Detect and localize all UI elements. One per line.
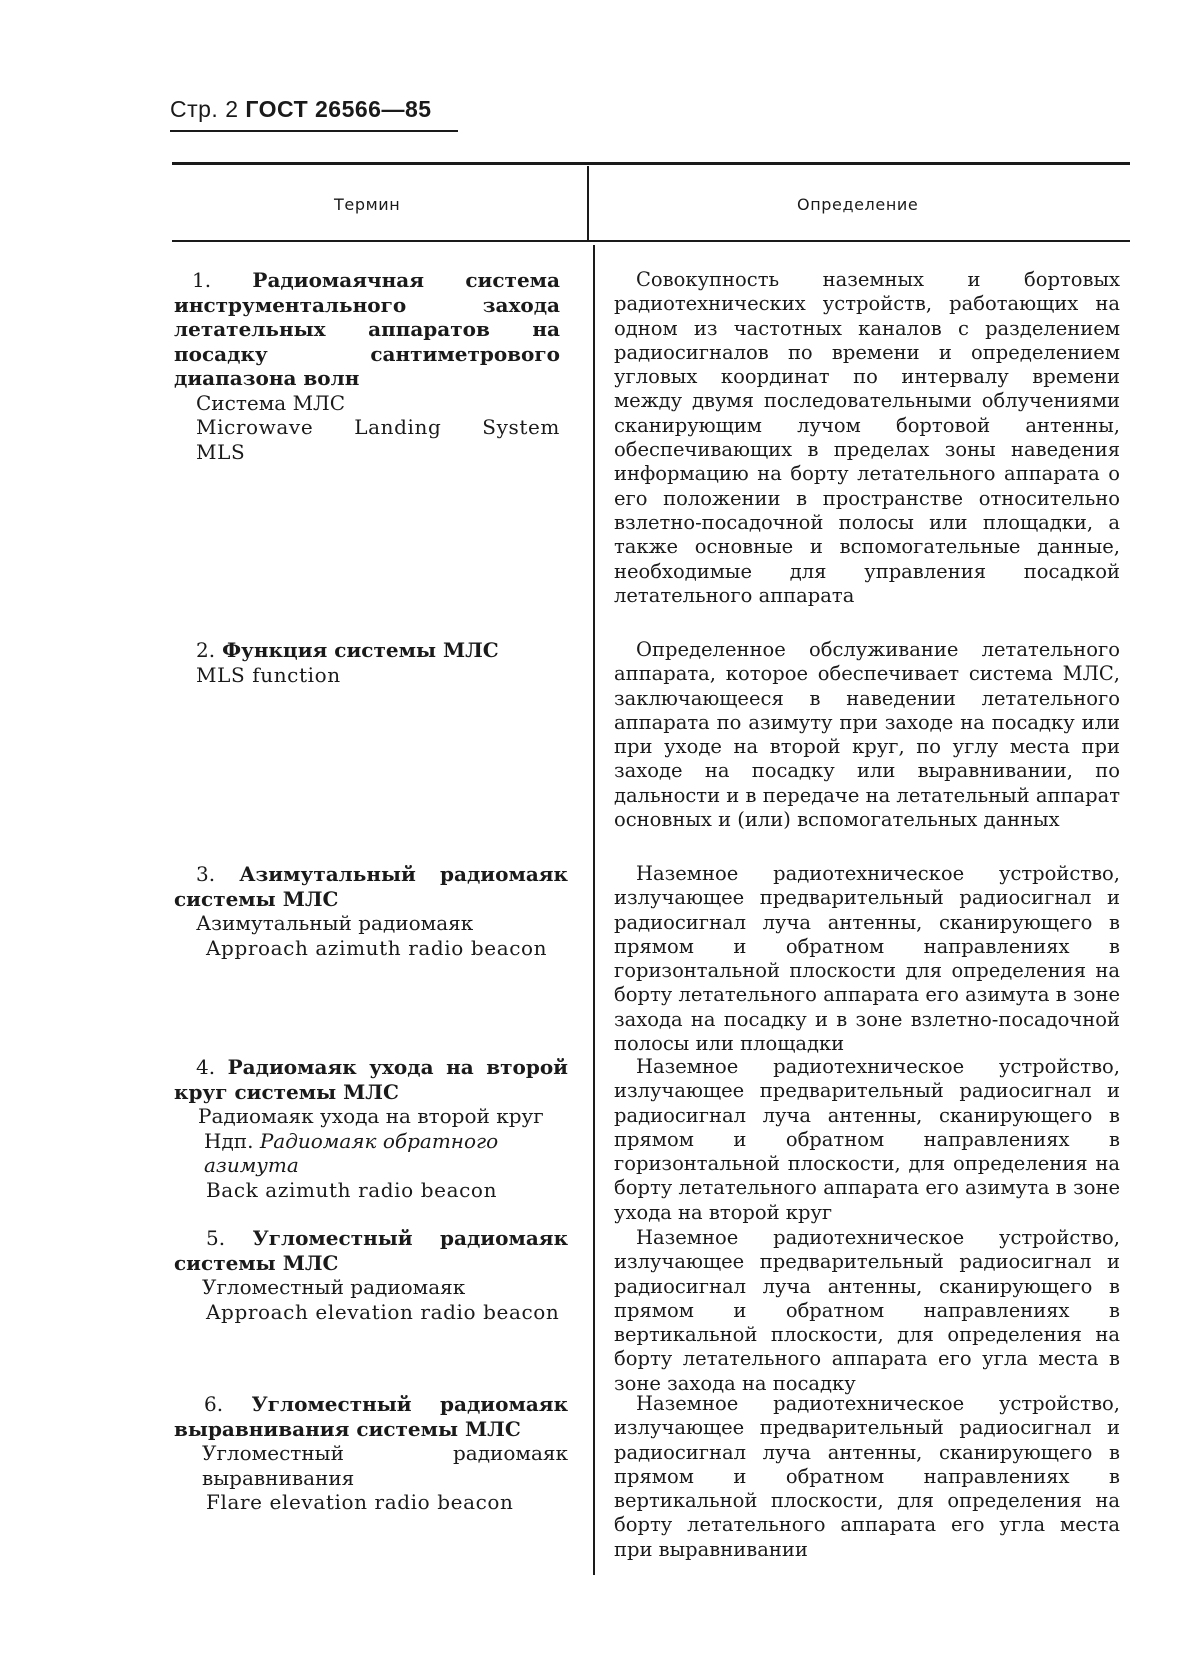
term-title: 5. Угломестный радиомаяк системы МЛС — [174, 1226, 569, 1275]
term-synonym: Азимутальный радиомаяк — [196, 911, 474, 935]
term-english: Approach elevation radio beacon — [206, 1299, 560, 1324]
definition-5: Наземное радиотехническое устройство, излучающее предварительный радиосигнал и радиосигнал луча антенны, сканирующего в прямом и обратном направлениях в вертикальной плоскости, для определения на борту летательного аппарата его угла места в зоне захода на посадку — [614, 1226, 1120, 1395]
term-entry-4 — [174, 1055, 568, 1202]
term-english: Back azimuth radio beacon — [206, 1177, 498, 1202]
term-title: 2. Функция системы МЛС — [196, 638, 499, 662]
term-title: 4. Радиомаяк ухода на второй круг системы МЛС — [174, 1055, 568, 1104]
term-abbreviation: MLS — [196, 439, 246, 464]
term-entry-2 — [174, 638, 574, 687]
term-title: 3. Азимутальный радиомаяк системы МЛС — [174, 862, 569, 911]
term-entry-3 — [174, 862, 568, 960]
term-title: 1. Радиомаячная система инструментального захода летательных аппаратов на посадку сантиметрового диапазона волн — [174, 268, 560, 390]
page-header — [170, 96, 432, 123]
table-header-divider — [587, 166, 589, 240]
table-column-divider — [593, 245, 595, 1575]
term-english: Microwave Landing System — [196, 415, 560, 439]
table-top-rule — [172, 162, 1130, 165]
term-english: MLS function — [196, 662, 341, 687]
term-synonym: Система МЛС — [196, 390, 346, 415]
term-not-recommended: Ндп. Радиомаяк обратного азимута — [204, 1128, 499, 1177]
term-entry-1 — [174, 268, 560, 464]
definition-6: Наземное радиотехническое устройство, излучающее предварительный радиосигнал и радиосигнал луча антенны, сканирующего в прямом и обратном направлениях в вертикальной плоскости, для определения на борту летательного аппарата его угла места при выравнивании — [614, 1392, 1120, 1561]
table-header-rule — [172, 240, 1130, 242]
header-underline — [170, 130, 458, 132]
term-title: 6. Угломестный радиомаяк выравнивания системы МЛС — [174, 1392, 569, 1441]
definition-2: Определенное обслуживание летательного аппарата, которое обеспечивает система МЛС, заключающееся в наведении летательного аппарата по азимуту при заходе на посадку или при уходе на второй круг, по углу места при заходе на посадку или выравнивании, по дальности и в передаче на летательный аппарат основных и (или) вспомогательных данных — [614, 638, 1120, 832]
column-header-definition: Определение — [797, 195, 919, 214]
term-synonym: Радиомаяк ухода на второй круг — [198, 1104, 544, 1128]
column-header-term: Термин — [334, 195, 401, 214]
definition-1: Совокупность наземных и бортовых радиотехнических устройств, работающих на одном из частотных каналов с разделением радиосигналов по времени и определением угловых координат по интервалу времени между двумя последовательными облучениями сканирующим лучом бортовой антенны, обеспечивающих в пределах зоны наведения информацию на борту летательного аппарата о его положении в пространстве относительно взлетно-посадочной полосы или площадки, а также основные и вспомогательные данные, необходимые для управления посадкой летательного аппарата — [614, 268, 1120, 607]
term-synonym: Угломестный радиомаяк выравнивания — [202, 1441, 568, 1490]
term-synonym: Угломестный радиомаяк — [202, 1275, 466, 1299]
term-entry-5 — [174, 1226, 568, 1324]
page-number: Стр. 2 — [170, 96, 239, 122]
definition-4: Наземное радиотехническое устройство, излучающее предварительный радиосигнал и радиосигнал луча антенны, сканирующего в прямом и обратном направлениях в горизонтальной плоскости, для определения на борту летательного аппарата его азимута в зоне ухода на второй круг — [614, 1055, 1120, 1224]
term-english: Flare elevation radio beacon — [206, 1490, 514, 1514]
term-entry-6 — [174, 1392, 568, 1515]
term-english: Approach azimuth radio beacon — [206, 935, 548, 960]
definition-3: Наземное радиотехническое устройство, излучающее предварительный радиосигнал и радиосигнал луча антенны, сканирующего в прямом и обратном направлениях в горизонтальной плоскости для определения на борту летательного аппарата его азимута в зоне захода на посадку и в зоне взлетно-посадочной полосы или площадки — [614, 862, 1120, 1056]
standard-number: ГОСТ 26566—85 — [245, 96, 432, 122]
